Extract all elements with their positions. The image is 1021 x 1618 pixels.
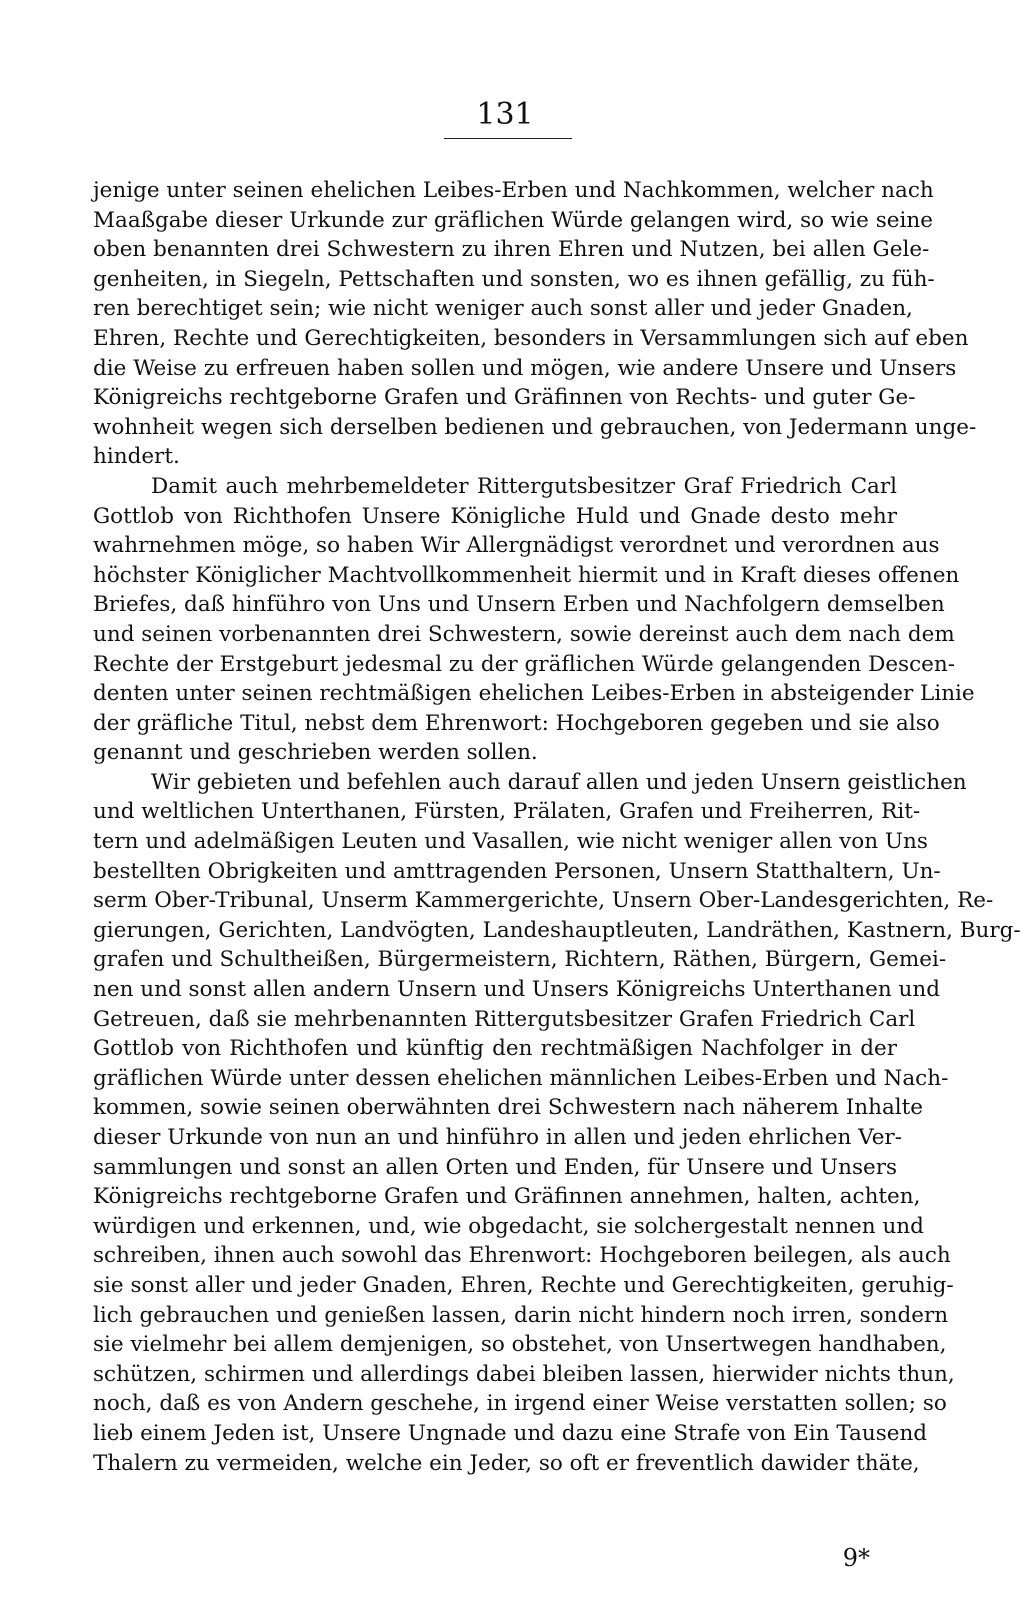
text-line: Königreichs rechtgeborne Grafen und Gräfinnen annehmen, halten, achten,: [93, 1184, 921, 1210]
text-line: serm Ober-Tribunal, Unserm Kammergerichte, Unsern Ober-Landesgerichten, Re-: [93, 888, 994, 914]
text-line: denten unter seinen rechtmäßigen ehelichen Leibes-Erben in absteigender Linie: [93, 681, 975, 707]
text-line: Thalern zu vermeiden, welche ein Jeder, so oft er freventlich dawider thäte,: [93, 1450, 920, 1476]
text-line: schreiben, ihnen auch sowohl das Ehrenwort: Hochgeboren beilegen, als auch: [93, 1243, 951, 1269]
text-line: oben benannten drei Schwestern zu ihren Ehren und Nutzen, bei allen Gele-: [93, 237, 930, 263]
text-line: würdigen und erkennen, und, wie obgedacht, sie solchergestalt nennen und: [93, 1213, 924, 1239]
text-line: der gräfliche Titul, nebst dem Ehrenwort: Hochgeboren gegeben und sie also: [93, 710, 940, 736]
signature-mark: 9*: [842, 1544, 870, 1572]
text-line: und seinen vorbenannten drei Schwestern, sowie dereinst auch dem nach dem: [93, 621, 955, 647]
text-line: grafen und Schultheißen, Bürgermeistern, Richtern, Räthen, Bürgern, Gemei-: [93, 947, 947, 973]
text-line: Wir gebieten und befehlen auch darauf allen und jeden Unsern geistlichen: [151, 769, 967, 795]
text-line: gräflichen Würde unter dessen ehelichen männlichen Leibes-Erben und Nach-: [93, 1065, 949, 1091]
text-line: Maaßgabe dieser Urkunde zur gräflichen Würde gelangen wird, so wie seine: [93, 207, 933, 233]
text-line: gierungen, Gerichten, Landvögten, Landeshauptleuten, Landräthen, Kastnern, Burg-: [93, 917, 1021, 943]
text-line: Gottlob von Richthofen und künftig den rechtmäßigen Nachfolger in der: [93, 1036, 897, 1062]
text-line: Rechte der Erstgeburt jedesmal zu der gräflichen Würde gelangenden Descen-: [93, 651, 955, 677]
text-line: sammlungen und sonst an allen Orten und Enden, für Unsere und Unsers: [93, 1154, 898, 1180]
text-line: höchster Königlicher Machtvollkommenheit hiermit und in Kraft dieses offenen: [93, 562, 960, 588]
text-line: lich gebrauchen und genießen lassen, darin nicht hindern noch irren, sondern: [93, 1302, 949, 1328]
text-line: lieb einem Jeden ist, Unsere Ungnade und dazu eine Strafe von Ein Tausend: [93, 1420, 928, 1446]
text-line: ren berechtiget sein; wie nicht weniger auch sonst aller und jeder Gnaden,: [93, 296, 913, 322]
text-line: hindert.: [93, 444, 180, 470]
text-line: und weltlichen Unterthanen, Fürsten, Prälaten, Grafen und Freiherren, Rit-: [93, 799, 921, 825]
text-line: wohnheit wegen sich derselben bedienen und gebrauchen, von Jedermann unge-: [93, 414, 977, 440]
page-number: 131: [476, 97, 534, 132]
body-text: [93, 176, 1021, 1478]
text-line: Briefes, daß hinführo von Uns und Unsern Erben und Nachfolgern demselben: [93, 592, 945, 618]
text-line: nen und sonst allen andern Unsern und Unsers Königreichs Unterthanen und: [93, 977, 940, 1003]
text-line: wahrnehmen möge, so haben Wir Allergnädigst verordnet und verordnen aus: [93, 533, 940, 559]
text-line: Damit auch mehrbemeldeter Rittergutsbesitzer Graf Friedrich Carl: [151, 473, 897, 499]
text-line: sie sonst aller und jeder Gnaden, Ehren, Rechte und Gerechtigkeiten, geruhig-: [93, 1272, 954, 1298]
text-line: Ehren, Rechte und Gerechtigkeiten, besonders in Versammlungen sich auf eben: [93, 325, 969, 351]
text-line: jenige unter seinen ehelichen Leibes-Erben und Nachkommen, welcher nach: [93, 178, 934, 203]
text-line: kommen, sowie seinen oberwähnten drei Schwestern nach näherem Inhalte: [93, 1095, 924, 1121]
text-line: Gottlob von Richthofen Unsere Königliche Huld und Gnade desto mehr: [93, 503, 897, 529]
text-line: genannt und geschrieben werden sollen.: [93, 740, 538, 766]
text-line: schützen, schirmen und allerdings dabei bleiben lassen, hierwider nichts thun,: [93, 1361, 955, 1387]
text-line: genheiten, in Siegeln, Pettschaften und sonsten, wo es ihnen gefällig, zu füh-: [93, 266, 935, 292]
text-line: Getreuen, daß sie mehrbenannten Rittergutsbesitzer Grafen Friedrich Carl: [93, 1006, 916, 1032]
text-line: tern und adelmäßigen Leuten und Vasallen, wie nicht weniger allen von Uns: [93, 829, 928, 855]
text-line: bestellten Obrigkeiten und amttragenden Personen, Unsern Statthaltern, Un-: [93, 858, 941, 884]
text-line: dieser Urkunde von nun an und hinführo in allen und jeden ehrlichen Ver-: [93, 1125, 902, 1150]
text-line: die Weise zu erfreuen haben sollen und mögen, wie andere Unsere und Unsers: [93, 355, 957, 381]
text-line: Königreichs rechtgeborne Grafen und Gräfinnen von Rechts- und guter Ge-: [93, 385, 916, 411]
text-line: noch, daß es von Andern geschehe, in irgend einer Weise verstatten sollen; so: [93, 1391, 947, 1417]
text-line: sie vielmehr bei allem demjenigen, so obstehet, von Unsertwegen handhaben,: [93, 1332, 947, 1358]
page-number-rule: [444, 138, 572, 139]
